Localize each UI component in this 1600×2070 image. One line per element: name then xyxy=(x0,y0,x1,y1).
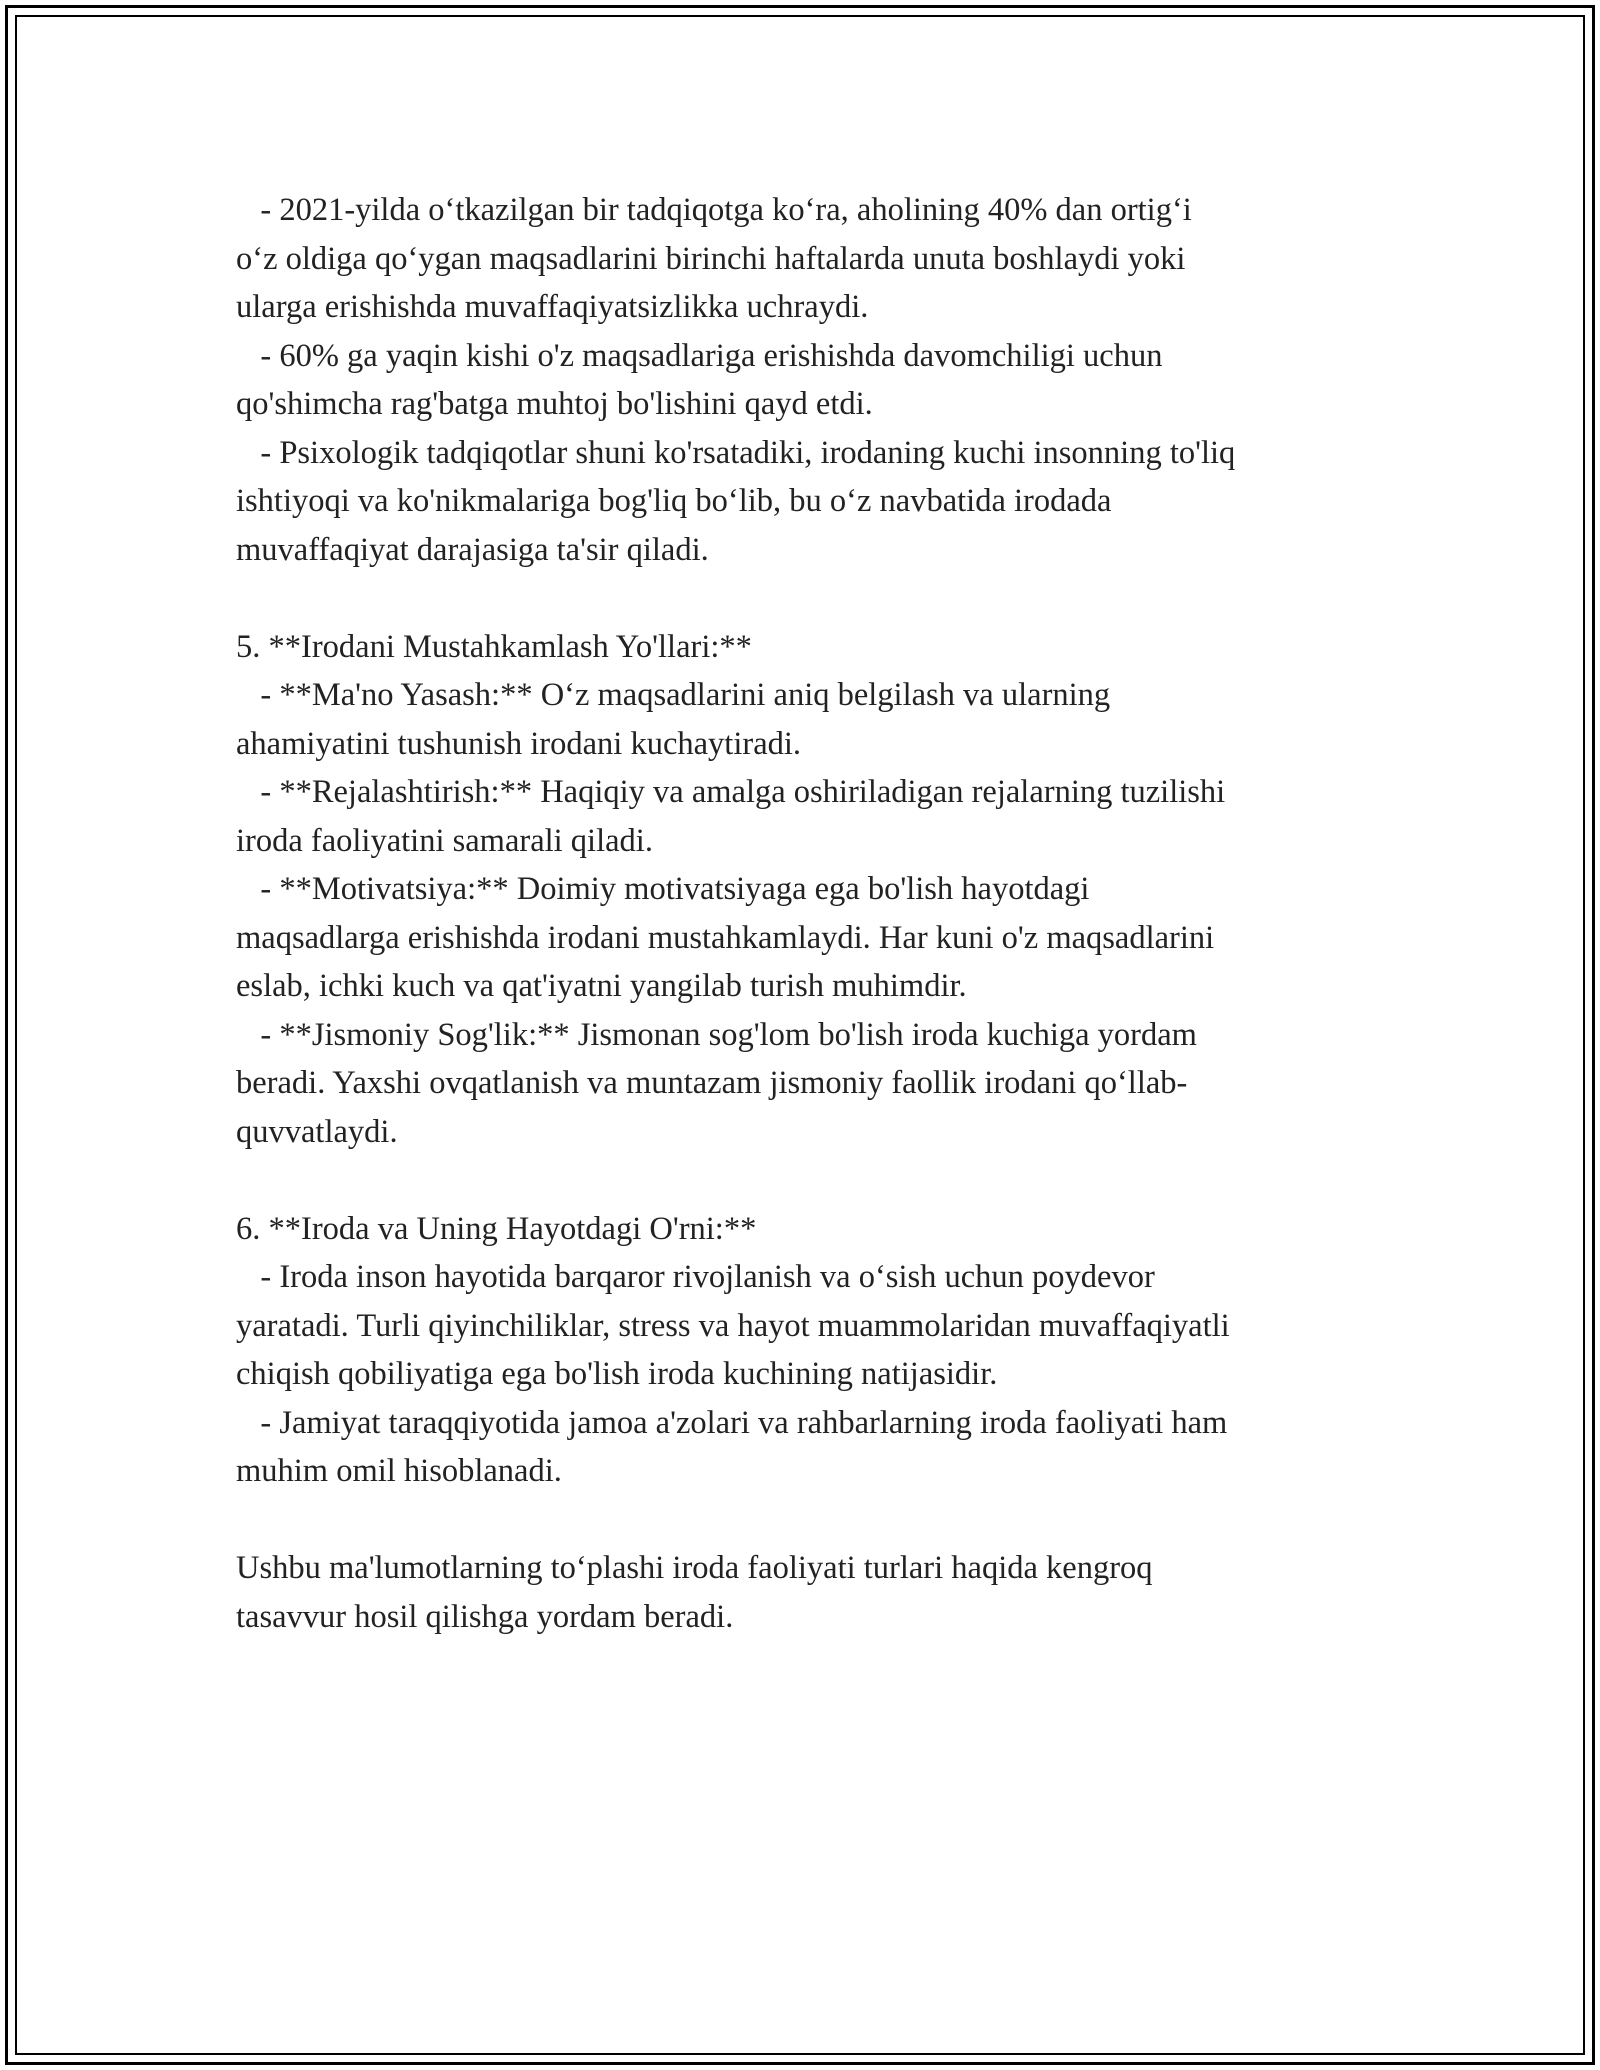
text-line: - 2021-yilda oʻtkazilgan bir tadqiqotga koʻra, aholining 40% dan ortigʻi xyxy=(236,192,1192,228)
document-body xyxy=(236,186,1436,1641)
text-line: oʻz oldiga qoʻygan maqsadlarini birinchi haftalarda unuta boshlaydi yoki xyxy=(236,240,1186,277)
paragraph-break xyxy=(236,1496,1436,1545)
text-line: - **Rejalashtirish:** Haqiqiy va amalga oshiriladigan rejalarning tuzilishi xyxy=(236,774,1226,810)
text-line: ularga erishishda muvaffaqiyatsizlikka uchraydi. xyxy=(236,289,869,325)
text-line: yaratadi. Turli qiyinchiliklar, stress va hayot muammolaridan muvaffaqiyatli xyxy=(236,1307,1230,1344)
text-line: - **Ma'no Yasash:** Oʻz maqsadlarini aniq belgilash va ularning xyxy=(236,677,1111,713)
text-line: quvvatlaydi. xyxy=(236,1113,398,1150)
text-line: ahamiyatini tushunish irodani kuchaytiradi. xyxy=(236,725,802,762)
text-line: qo'shimcha rag'batga muhtoj bo'lishini qayd etdi. xyxy=(236,386,873,422)
text-line: muhim omil hisoblanadi. xyxy=(236,1453,562,1489)
section-heading: 5. **Irodani Mustahkamlash Yo'llari:** xyxy=(236,628,752,665)
text-line: - Jamiyat taraqqiyotida jamoa a'zolari va rahbarlarning iroda faoliyati ham xyxy=(236,1404,1228,1441)
paragraph-break xyxy=(236,1156,1436,1205)
text-line: beradi. Yaxshi ovqatlanish va muntazam jismoniy faollik irodani qoʻllab- xyxy=(236,1065,1188,1101)
text-line: ishtiyoqi va ko'nikmalariga bog'liq boʻlib, bu oʻz navbatida irodada xyxy=(236,483,1112,519)
text-line: - Psixologik tadqiqotlar shuni ko'rsatadiki, irodaning kuchi insonning to'liq xyxy=(236,434,1236,471)
text-line: chiqish qobiliyatiga ega bo'lish iroda kuchining natijasidir. xyxy=(236,1356,998,1392)
section-heading: 6. **Iroda va Uning Hayotdagi O'rni:** xyxy=(236,1210,757,1247)
text-line: eslab, ichki kuch va qat'iyatni yangilab turish muhimdir. xyxy=(236,968,967,1004)
text-line: tasavvur hosil qilishga yordam beradi. xyxy=(236,1598,734,1635)
text-line: Ushbu ma'lumotlarning toʻplashi iroda faoliyati turlari haqida kengroq xyxy=(236,1550,1153,1586)
text-line: maqsadlarga erishishda irodani mustahkamlaydi. Har kuni o'z maqsadlarini xyxy=(236,919,1215,956)
text-line: - Iroda inson hayotida barqaror rivojlanish va oʻsish uchun poydevor xyxy=(236,1259,1155,1295)
text-line: - 60% ga yaqin kishi o'z maqsadlariga erishishda davomchiligi uchun xyxy=(236,337,1163,374)
paragraph-break xyxy=(236,574,1436,623)
text-line: - **Motivatsiya:** Doimiy motivatsiyaga ega bo'lish hayotdagi xyxy=(236,871,1090,907)
text-line: iroda faoliyatini samarali qiladi. xyxy=(236,822,653,859)
text-line: - **Jismoniy Sog'lik:** Jismonan sog'lom bo'lish iroda kuchiga yordam xyxy=(236,1016,1197,1053)
text-line: muvaffaqiyat darajasiga ta'sir qiladi. xyxy=(236,531,709,568)
